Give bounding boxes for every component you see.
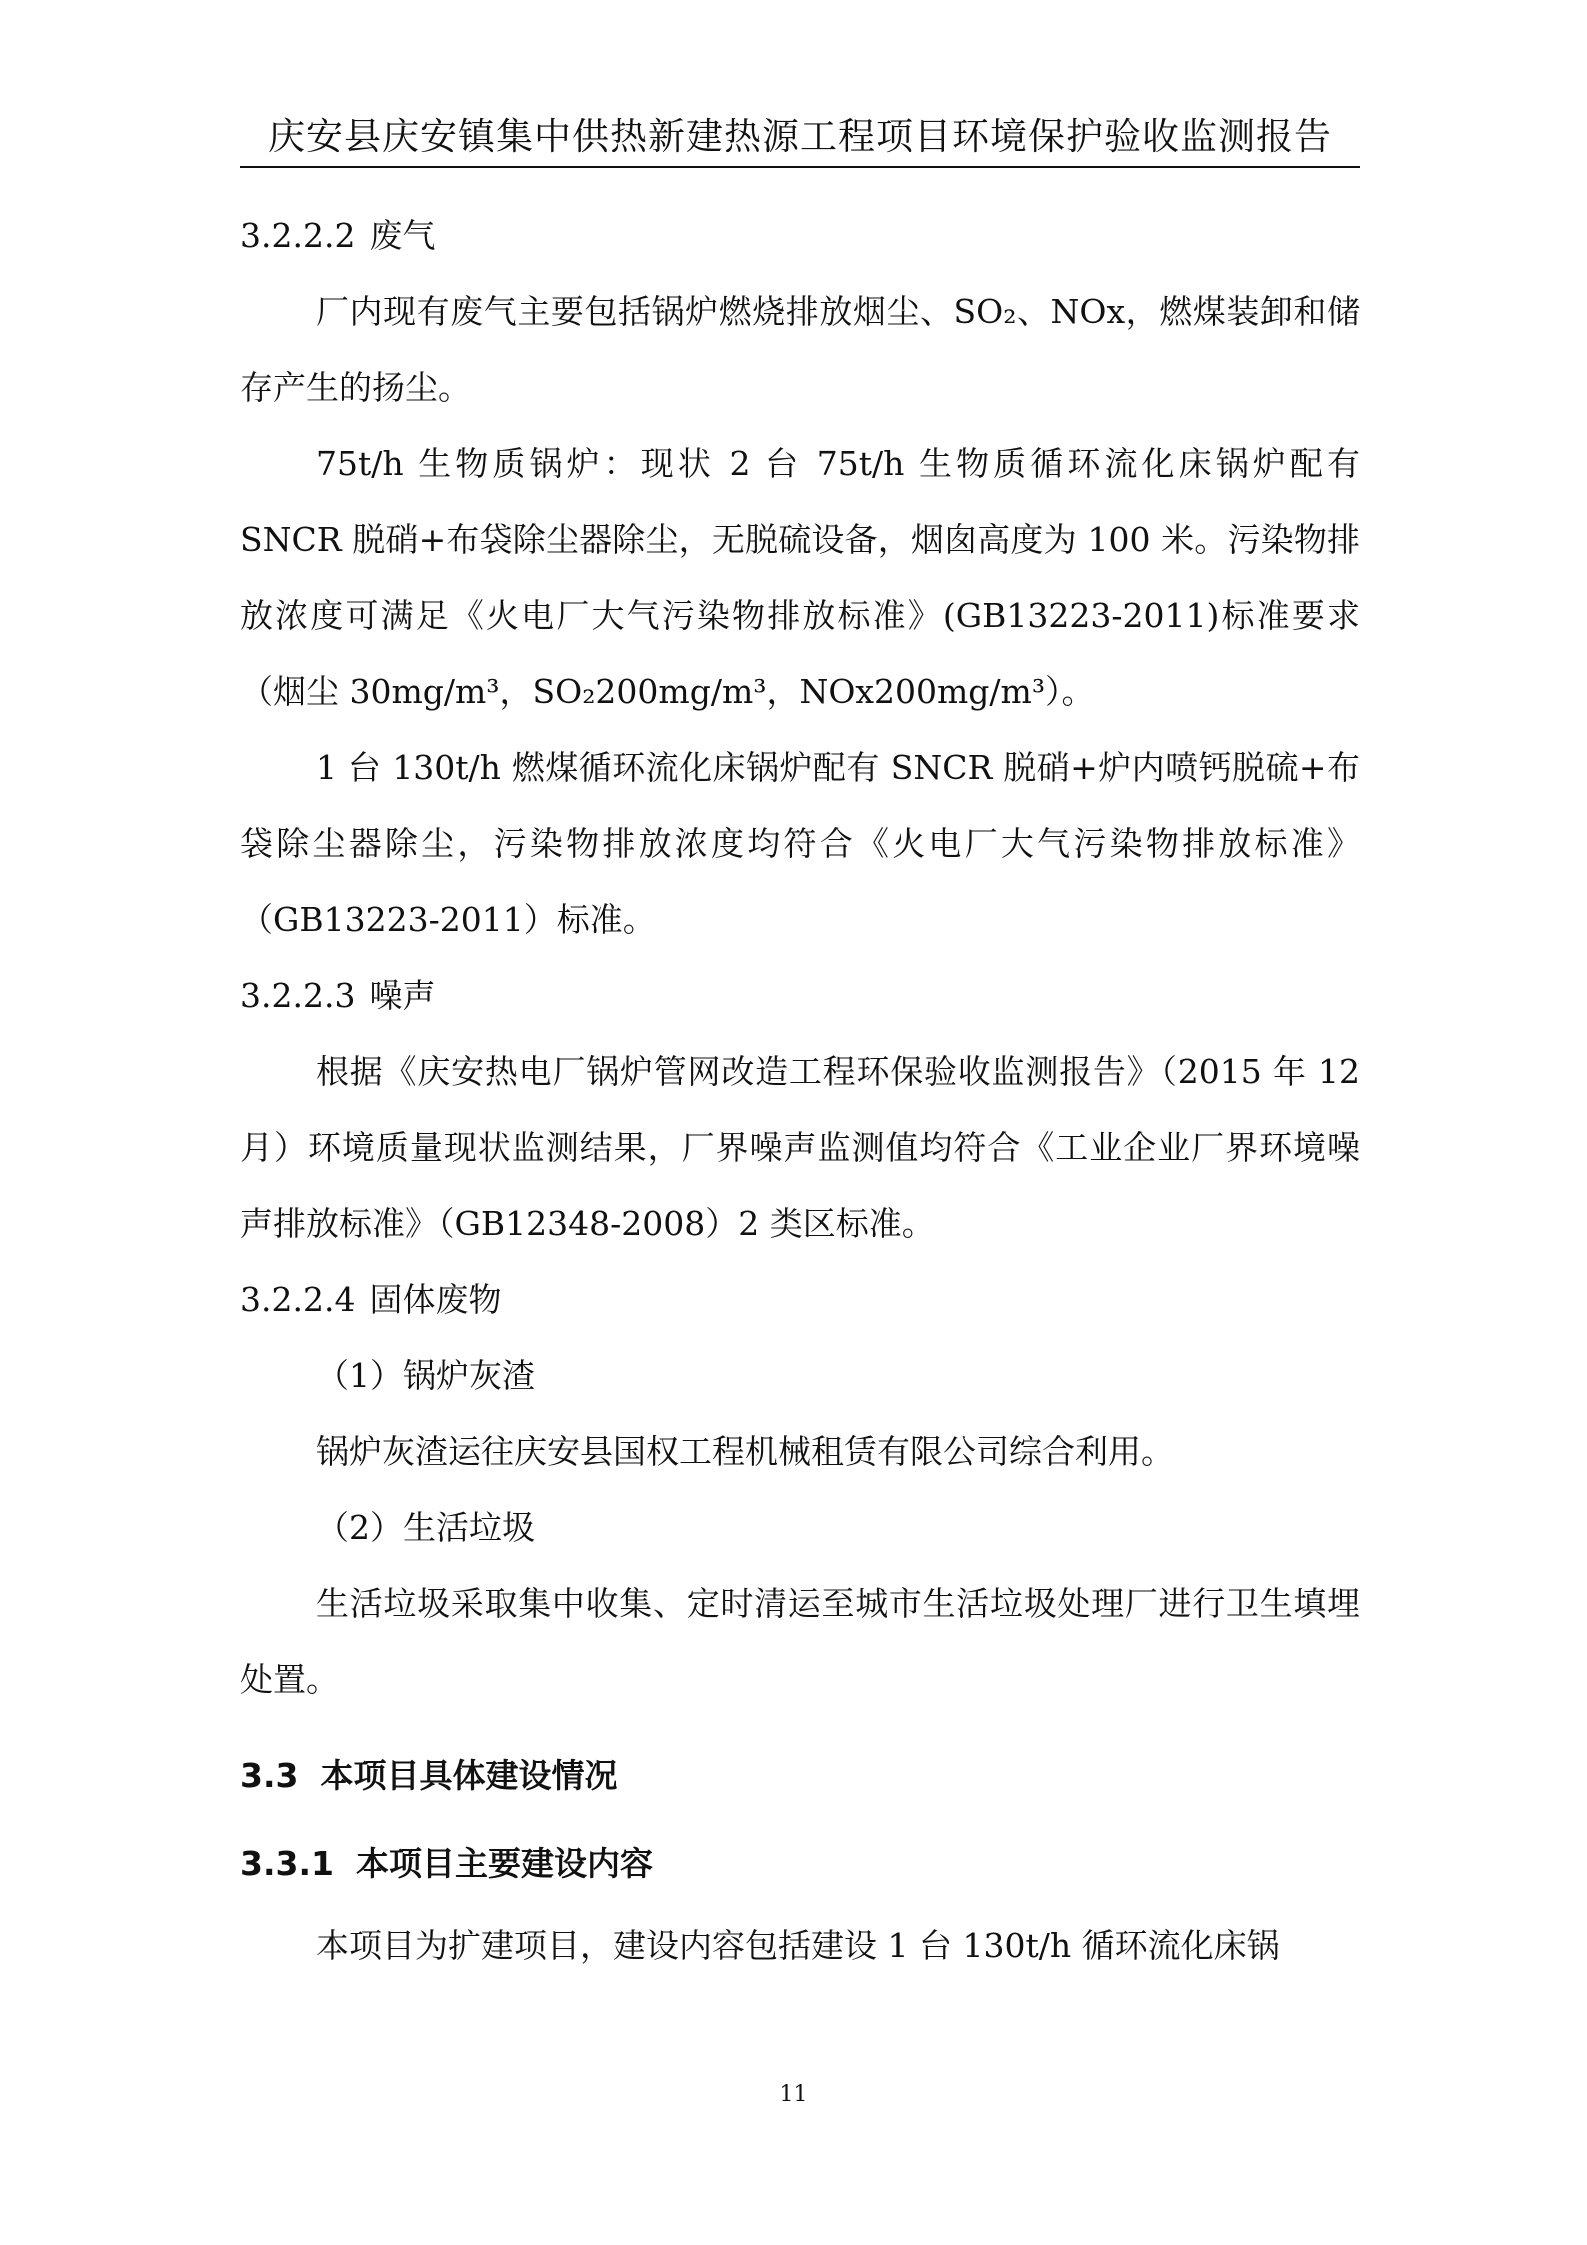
- section-title: 本项目具体建设情况: [320, 1756, 618, 1795]
- subsection-number: 3.2.2.2: [240, 216, 356, 255]
- paragraph-domestic-waste: 生活垃圾采取集中收集、定时清运至城市生活垃圾处理厂进行卫生填埋处置。: [240, 1584, 1360, 1699]
- subsection-heading-noise: [240, 958, 1360, 1034]
- section-number: 3.3.1: [240, 1844, 334, 1883]
- subsection-number: 3.2.2.3: [240, 976, 356, 1015]
- section-title: 本项目主要建设内容: [355, 1844, 653, 1883]
- subsection-title: 噪声: [369, 976, 436, 1015]
- paragraph-boiler-ash: 锅炉灰渣运往庆安县国权工程机械租赁有限公司综合利用。: [316, 1432, 1174, 1471]
- paragraph-noise: 根据《庆安热电厂锅炉管网改造工程环保验收监测报告》（2015 年 12 月）环境质量现状监测结果，厂界噪声监测值均符合《工业企业厂界环境噪声排放标准》（GB12348-2008）2 类区标准。: [240, 1052, 1360, 1243]
- list-item-boiler-ash: （1）锅炉灰渣: [316, 1356, 535, 1395]
- paragraph-coal-boiler: 1 台 130t/h 燃煤循环流化床锅炉配有 SNCR 脱硝+炉内喷钙脱硫+布袋除尘器除尘，污染物排放浓度均符合《火电厂大气污染物排放标准》（GB13223-2011）标准。: [240, 748, 1360, 939]
- section-heading-project: [240, 1732, 1360, 1820]
- subsection-heading-waste-gas: [240, 198, 1360, 274]
- section-number: 3.3: [240, 1756, 299, 1795]
- paragraph-waste-gas-overview: 厂内现有废气主要包括锅炉燃烧排放烟尘、SO₂、NOx，燃煤装卸和储存产生的扬尘。: [240, 292, 1360, 407]
- paragraph-construction-content: 本项目为扩建项目，建设内容包括建设 1 台 130t/h 循环流化床锅: [316, 1926, 1280, 1965]
- paragraph-biomass-boiler: 75t/h 生物质锅炉：现状 2 台 75t/h 生物质循环流化床锅炉配有 SNCR 脱硝+布袋除尘器除尘，无脱硫设备，烟囱高度为 100 米。污染物排放浓度可满足《火电厂大气污染物排放标准》(GB13223-2011)标准要求（烟尘 30mg/m³，SO₂200mg/m³，NOx200mg/m³）。: [240, 444, 1360, 711]
- header-divider: [240, 166, 1360, 168]
- page-body: [240, 198, 1360, 1984]
- subsection-number: 3.2.2.4: [240, 1280, 356, 1319]
- list-item-domestic-waste: （2）生活垃圾: [316, 1508, 535, 1547]
- page-header-title: 庆安县庆安镇集中供热新建热源工程项目环境保护验收监测报告: [268, 115, 1332, 158]
- subsection-heading-solid-waste: [240, 1262, 1360, 1338]
- section-heading-construction-content: [240, 1820, 1360, 1908]
- subsection-title: 固体废物: [369, 1280, 502, 1319]
- subsection-title: 废气: [369, 216, 436, 255]
- page-number: 11: [779, 2082, 808, 2107]
